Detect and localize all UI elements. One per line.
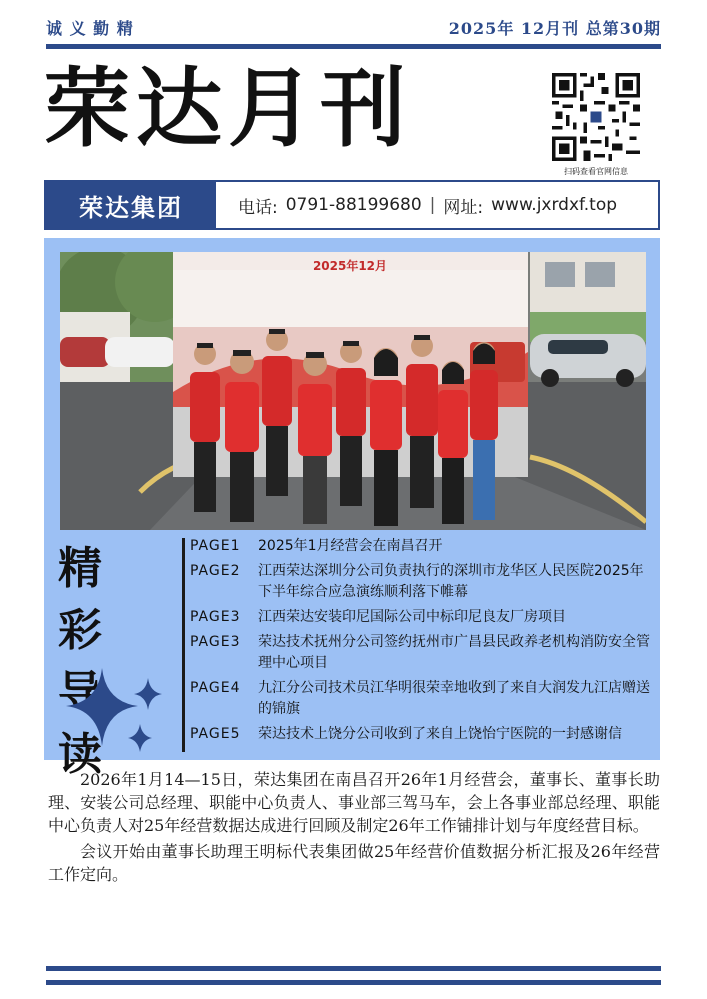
toc-headline: 江西荣达安装印尼国际公司中标印尼良友厂房项目 xyxy=(258,609,566,625)
table-of-contents xyxy=(190,536,652,749)
contact-info xyxy=(216,182,658,228)
toc-headline: 江西荣达深圳分公司负责执行的深圳市龙华区人民医院2025年下半年综合应急演练顺利落下帷幕 xyxy=(258,563,644,600)
footer-rule-bottom xyxy=(46,980,661,985)
website-label: 网址: xyxy=(443,197,484,218)
masthead-title: 荣达月刊 xyxy=(44,58,412,159)
toc-item[interactable] xyxy=(190,536,652,557)
digest-title-line1: 精 彩 xyxy=(58,543,116,656)
article-paragraph: 2026年1月14—15日，荣达集团在南昌召开26年1月经营会，董事长、董事长助理、安装公司总经理、职能中心负责人、事业部三驾马车，会上各事业部总经理、职能中心负责人对25年经营数据达成进行回顾及制定26年工作铺排计划与年度经营目标。 xyxy=(48,770,660,835)
qr-caption: 扫码查看官网信息 xyxy=(564,167,628,176)
qr-code-icon[interactable] xyxy=(552,73,640,161)
digest-divider xyxy=(182,538,185,752)
article-paragraph: 会议开始由董事长助理王明标代表集团做25年经营价值数据分析汇报及26年经营工作定向。 xyxy=(48,842,660,884)
toc-page-number: PAGE4 xyxy=(190,680,241,696)
toc-page-number: PAGE3 xyxy=(190,609,241,625)
phone-number[interactable]: 0791-88199680 xyxy=(285,195,422,215)
toc-page-number: PAGE2 xyxy=(190,563,241,579)
website-link[interactable]: www.jxrdxf.top xyxy=(491,195,618,215)
toc-headline: 九江分公司技术员江华明很荣幸地收到了来自大润发九江店赠送的锦旗 xyxy=(258,680,650,717)
digest-title-line2: 导 读 xyxy=(58,667,116,780)
toc-item[interactable] xyxy=(190,632,652,674)
toc-page-number: PAGE5 xyxy=(190,726,241,742)
team-photo xyxy=(60,252,646,530)
toc-page-number: PAGE3 xyxy=(190,634,241,650)
phone-label: 电话: xyxy=(238,197,278,218)
feature-section xyxy=(44,238,660,780)
toc-page-number: PAGE1 xyxy=(190,538,241,554)
article-body xyxy=(48,768,660,889)
header-rule xyxy=(46,44,661,49)
toc-item[interactable] xyxy=(190,678,652,720)
toc-item[interactable] xyxy=(190,561,652,603)
toc-headline: 2025年1月经营会在南昌召开 xyxy=(258,538,443,554)
toc-headline: 荣达技术上饶分公司收到了来自上饶怡宁医院的一封感谢信 xyxy=(258,726,622,742)
toc-headline: 荣达技术抚州分公司签约抚州市广昌县民政养老机构消防安全管理中心项目 xyxy=(258,634,650,671)
motto: 诚 义 勤 精 xyxy=(46,18,134,38)
brand-name: 荣达集团 xyxy=(46,182,216,228)
toc-item[interactable] xyxy=(190,607,652,628)
brand-bar xyxy=(44,180,660,230)
banner-text: 2025年12月 xyxy=(312,259,388,273)
footer-rule-top xyxy=(46,966,661,971)
sparkle-stars-icon xyxy=(66,668,166,758)
toc-item[interactable] xyxy=(190,724,652,745)
issue-header xyxy=(46,14,661,40)
issue-number: 2025年 12月刊 总第30期 xyxy=(448,18,661,38)
contact-separator: | xyxy=(429,195,436,215)
